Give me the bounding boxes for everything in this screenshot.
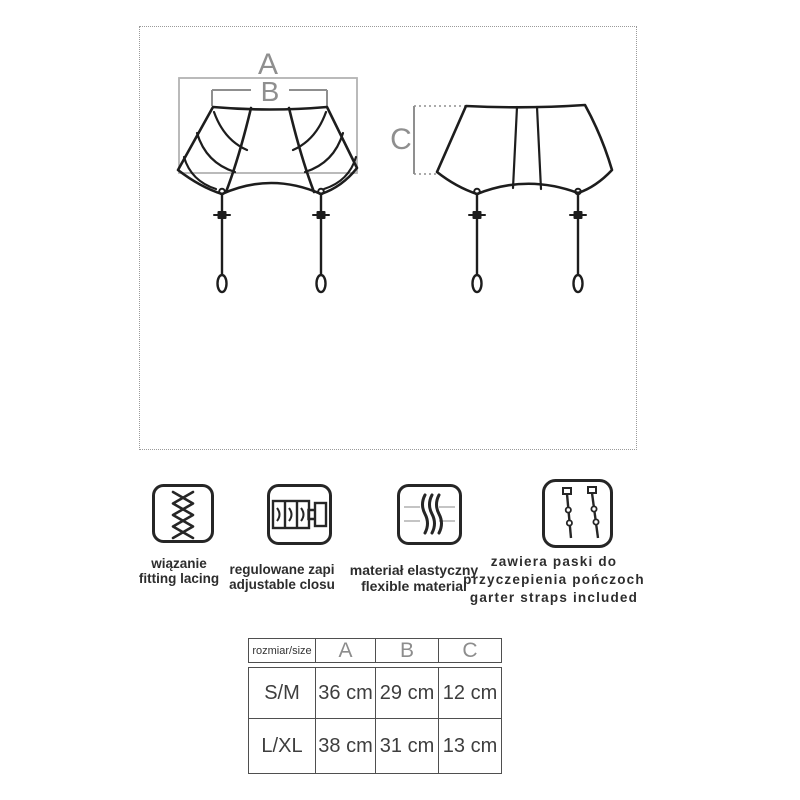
caption-line: materiał elastyczny (349, 562, 479, 578)
measure-a-label: A (257, 48, 279, 81)
garter-belt-back-drawing (437, 105, 612, 292)
lacing-icon (152, 484, 214, 548)
measure-c-label: C (390, 123, 412, 156)
table-cell: 36 cm (316, 668, 376, 719)
strap-clip-loop (473, 275, 482, 292)
measure-b-label: B (260, 76, 280, 107)
feature-caption-garter-straps (463, 553, 645, 607)
strap-adjuster (317, 211, 326, 219)
caption-line: adjustable closu (229, 577, 335, 592)
header-cell-a: A (316, 639, 376, 663)
back-outline (437, 105, 612, 194)
strap-clip-loop (317, 275, 326, 292)
garter-belt-diagram (139, 26, 637, 450)
feature-caption-closure (229, 562, 335, 592)
measurement-diagram (139, 26, 637, 450)
strap-adjuster (473, 211, 482, 219)
header-cell-size: rozmiar/size (249, 639, 316, 663)
table-cell: 13 cm (442, 734, 498, 757)
table-cell: S/M (249, 668, 316, 719)
caption-line: przyczepienia pończoch (463, 572, 645, 587)
strap-clip-loop (574, 275, 583, 292)
feature-caption-lacing (139, 556, 219, 586)
back-center-panel-line (513, 107, 517, 188)
back-center-panel-line (537, 107, 541, 189)
strap-adjuster (574, 211, 583, 219)
caption-line: garter straps included (469, 590, 639, 605)
feature-caption-flexible (350, 562, 478, 594)
caption-line: fitting lacing (138, 571, 220, 586)
table-cell: L/XL (249, 719, 316, 773)
garter-straps-icon (542, 479, 613, 553)
header-cell-c: C (462, 639, 478, 662)
caption-line: flexible material (361, 578, 467, 594)
size-table-body (248, 667, 502, 774)
caption-line: wiązanie (151, 556, 207, 571)
table-cell: 38 cm (316, 719, 376, 773)
table-cell: 29 cm (376, 668, 439, 719)
caption-line: regulowane zapi (229, 562, 335, 577)
size-table (248, 638, 502, 774)
table-cell: 12 cm (439, 668, 501, 719)
header-cell-b: B (376, 639, 439, 663)
caption-line: zawiera paski do (490, 554, 618, 569)
flexible-material-icon (397, 484, 462, 550)
strap-adjuster (218, 211, 227, 219)
size-table-header (248, 638, 502, 663)
table-cell: 31 cm (376, 719, 439, 773)
garter-belt-front-drawing (178, 107, 357, 292)
strap-clip-loop (218, 275, 227, 292)
adjustable-closure-icon (267, 484, 332, 550)
